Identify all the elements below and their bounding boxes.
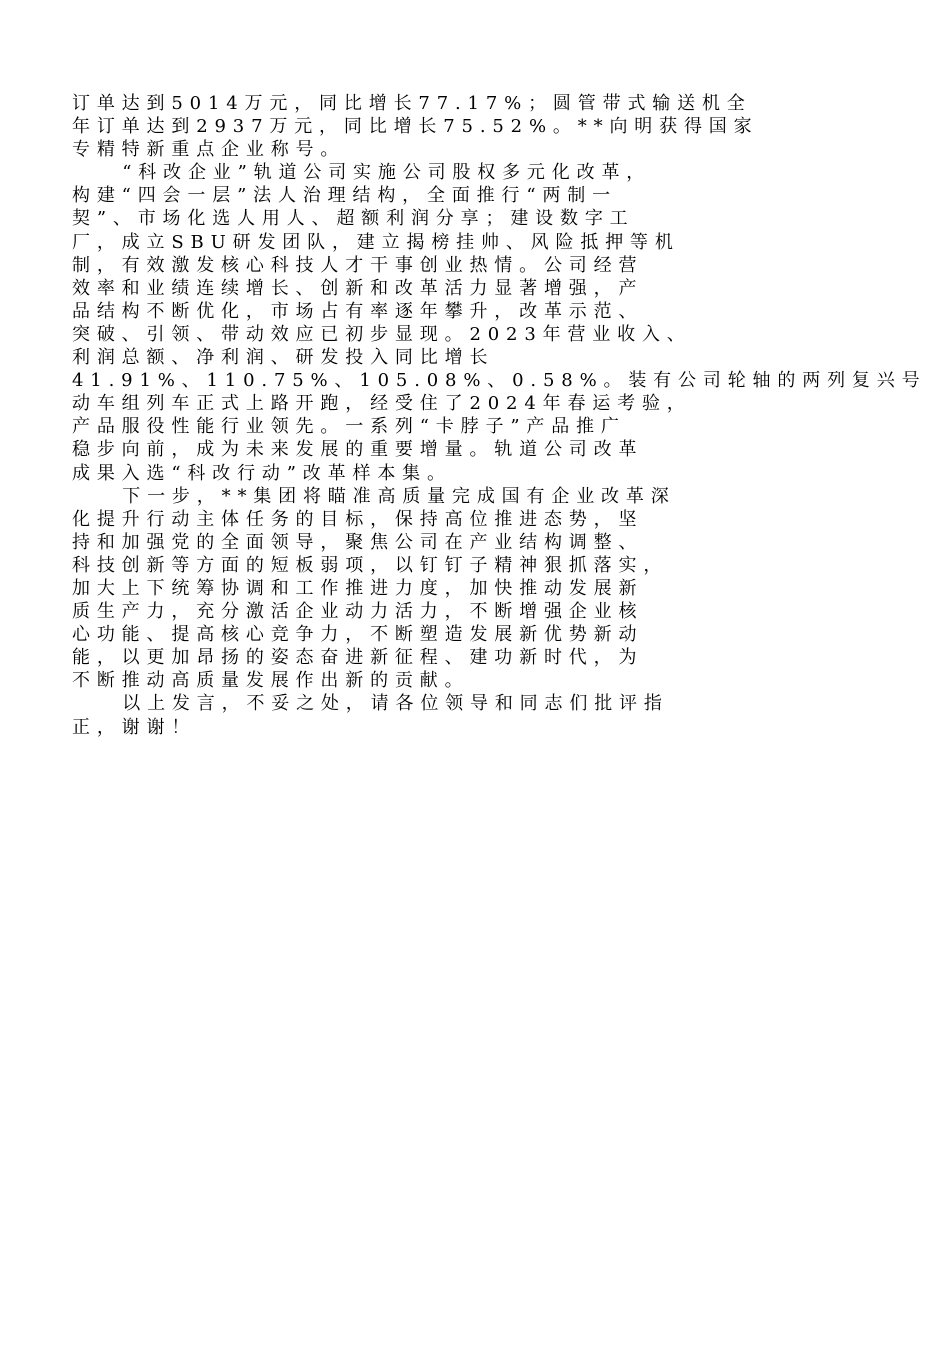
text-line: 下一步，**集团将瞄准高质量完成国有企业改革深	[72, 485, 676, 507]
text-line: 持和加强党的全面领导，聚焦公司在产业结构调整、	[72, 531, 644, 553]
text-line: 科技创新等方面的短板弱项，以钉钉子精神狠抓落实，	[72, 554, 669, 576]
text-line: 利润总额、净利润、研发投入同比增长	[72, 347, 495, 369]
text-line: 能，以更加昂扬的姿态奋进新征程、建功新时代，为	[72, 647, 644, 669]
text-line: 41.91%、110.75%、105.08%、0.58%。装有公司轮轴的两列复兴号	[72, 370, 927, 392]
text-line: 制，有效激发核心科技人才干事创业热情。公司经营	[72, 254, 644, 276]
text-line: 效率和业绩连续增长、创新和改革活力显著增强，产	[72, 277, 644, 299]
text-line: 不断推动高质量发展作出新的贡献。	[72, 670, 470, 692]
text-line: 化提升行动主体任务的目标，保持高位推进态势，坚	[72, 508, 644, 530]
text-line: 构建“四会一层”法人治理结构，全面推行“两制一	[72, 185, 617, 207]
text-line: 稳步向前，成为未来发展的重要增量。轨道公司改革	[72, 439, 644, 461]
text-line: 订单达到5014万元，同比增长77.17%；圆管带式输送机全	[72, 93, 752, 114]
text-line: 契”、市场化选人用人、超额利润分享；建设数字工	[72, 208, 635, 230]
text-line: 成果入选“科改行动”改革样本集。	[72, 462, 452, 484]
text-line: 加大上下统筹协调和工作推进力度，加快推动发展新	[72, 577, 644, 599]
text-line: 正，谢谢！	[72, 716, 197, 738]
text-line: 质生产力，充分激活企业动力活力，不断增强企业核	[72, 601, 644, 623]
text-line: 品结构不断优化，市场占有率逐年攀升，改革示范、	[72, 300, 644, 322]
text-line: 厂，成立SBU研发团队，建立揭榜挂帅、风险抵押等机	[72, 231, 680, 253]
text-line: 动车组列车正式上路开跑，经受住了2024年春运考验，	[72, 393, 692, 415]
text-line: 产品服役性能行业领先。一系列“卡脖子”产品推广	[72, 416, 626, 438]
text-line: 以上发言，不妥之处，请各位领导和同志们批评指	[72, 693, 669, 715]
text-line: 心功能、提高核心竞争力，不断塑造发展新优势新动	[72, 624, 644, 646]
text-line: “科改企业”轨道公司实施公司股权多元化改革，	[72, 162, 652, 184]
document-body	[72, 92, 927, 739]
text-line: 年订单达到2937万元，同比增长75.52%。**向明获得国家	[72, 116, 759, 138]
text-line: 专精特新重点企业称号。	[72, 139, 346, 161]
text-line: 突破、引领、带动效应已初步显现。2023年营业收入、	[72, 323, 692, 345]
